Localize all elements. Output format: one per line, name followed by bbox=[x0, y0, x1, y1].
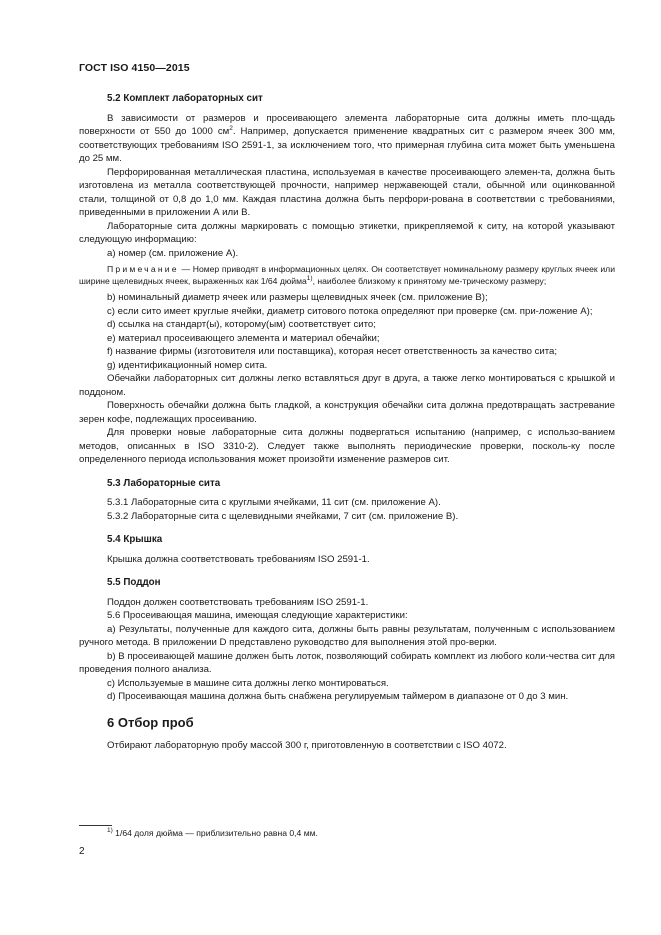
section-5-4-heading: 5.4 Крышка bbox=[107, 534, 163, 545]
paragraph: Отбирают лабораторную пробу массой 300 г, приготовленную в соответствии с ISO 4072. bbox=[107, 740, 507, 751]
page-number: 2 bbox=[79, 846, 85, 857]
footnote-divider bbox=[79, 825, 112, 826]
list-item: e) материал просеивающего элемента и материал обечайки; bbox=[107, 332, 380, 344]
list-item: f) название фирмы (изготовителя или поставщика), которая несет ответственность за качество сита; bbox=[107, 346, 558, 357]
section-5-5-heading: 5.5 Поддон bbox=[107, 577, 161, 588]
footnote: $^{1)}$ 1/64 доля дюйма — приблизительно равна 0,4 мм. bbox=[107, 827, 318, 838]
list-item: c) Используемые в машине сита должны легко монтироваться. bbox=[107, 677, 389, 689]
list-item: a) номер (см. приложение А). bbox=[107, 247, 239, 259]
document-header: ГОСТ ISO 4150—2015 bbox=[79, 62, 190, 74]
paragraph: Перфорированная металлическая пластина, используемая в качестве просеивающего элемен-та, должна быть изготовлена из металла соответствующей прочности, например нержавеющей стали, обычной или оцинкованной стали, толщиной от 0,8 до 1,0 мм. Каждая пластина должна быть перфори-рована в соответствии с требованиями, приведенными в приложении А или В. bbox=[79, 166, 615, 218]
list-item: g) идентификационный номер сита. bbox=[107, 359, 268, 371]
list-item: d) ссылка на стандарт(ы), которому(ым) соответствует сито; bbox=[107, 319, 376, 330]
paragraph: Поверхность обечайки должна быть гладкой, а конструкция обечайки сита должна предотвращать застревание зерен кофе, подлежащих просеиванию. bbox=[79, 400, 615, 425]
paragraph: 5.3.1 Лабораторные сита с круглыми ячейками, 11 сит (см. приложение А). bbox=[107, 497, 441, 508]
list-item: a) Результаты, полученные для каждого сита, должны быть равны результатам, полученным с использованием ручного метода. В приложении D представлено руководство для выполнения этой про-верки. bbox=[79, 623, 615, 648]
list-item: d) Просеивающая машина должна быть снабжена регулируемым таймером в диапазоне от 0 до 3 мин. bbox=[107, 691, 569, 702]
list-item: c) если сито имеет круглые ячейки, диаметр ситового потока определяют при проверке (см. при-ложение А); bbox=[107, 305, 593, 317]
note-label: Примечание bbox=[107, 264, 179, 274]
list-item: b) номинальный диаметр ячеек или размеры щелевидных ячеек (см. приложение В); bbox=[107, 292, 488, 303]
section-6-heading: 6 Отбор проб bbox=[107, 714, 194, 730]
paragraph: Поддон должен соответствовать требованиям ISO 2591-1. bbox=[107, 596, 369, 608]
paragraph: 5.3.2 Лабораторные сита с щелевидными ячейками, 7 сит (см. приложение В). bbox=[107, 510, 459, 522]
paragraph: Крышка должна соответствовать требованиям ISO 2591-1. bbox=[107, 553, 370, 565]
section-5-3-heading: 5.3 Лабораторные сита bbox=[107, 477, 221, 489]
page-content bbox=[79, 92, 615, 753]
paragraph: В зависимости от размеров и просеивающего элемента лабораторные сита должны иметь пло-щадь поверхности от 550 до 1000 $см^2$. Например, допускается применение квадратных сит с размером ячеек 300 мм, соответствующих требованиям ISO 2591-1, за исключением того, что примерная глубина сита может быть уменьшена до 25 мм. bbox=[79, 112, 615, 164]
paragraph: Лабораторные сита должны маркировать с помощью этикетки, прикрепляемой к ситу, на которой указывают следующую информацию: bbox=[79, 220, 615, 245]
note: Примечание — Номер приводят в информационных целях. Он соответствует номинальному размеру круглых ячеек или ширине щелевидных ячеек, выраженных как 1/64 дюйма$^{1)}$, наиболее близкому к принятому ме-трическому размеру; bbox=[79, 264, 615, 286]
paragraph: Для проверки новые лабораторные сита должны подвергаться испытанию (например, с использо-ванием методов, описанных в ISO 3310-2). Следует также выполнять периодические проверки, посколь-ку после определенного периода использования может произойти изменение размеров сит. bbox=[79, 427, 615, 465]
footnote-marker: 1) bbox=[107, 827, 113, 835]
paragraph: 5.6 Просеивающая машина, имеющая следующие характеристики: bbox=[107, 610, 408, 621]
paragraph: Обечайки лабораторных сит должны легко вставляться друг в друга, а также легко монтироваться с крышкой и поддоном. bbox=[79, 373, 615, 398]
section-5-2-heading: 5.2 Комплект лабораторных сит bbox=[107, 93, 263, 104]
list-item: b) В просеивающей машине должен быть лоток, позволяющий собирать комплект из любого коли-чества сит для проведения полного анализа. bbox=[79, 650, 615, 675]
